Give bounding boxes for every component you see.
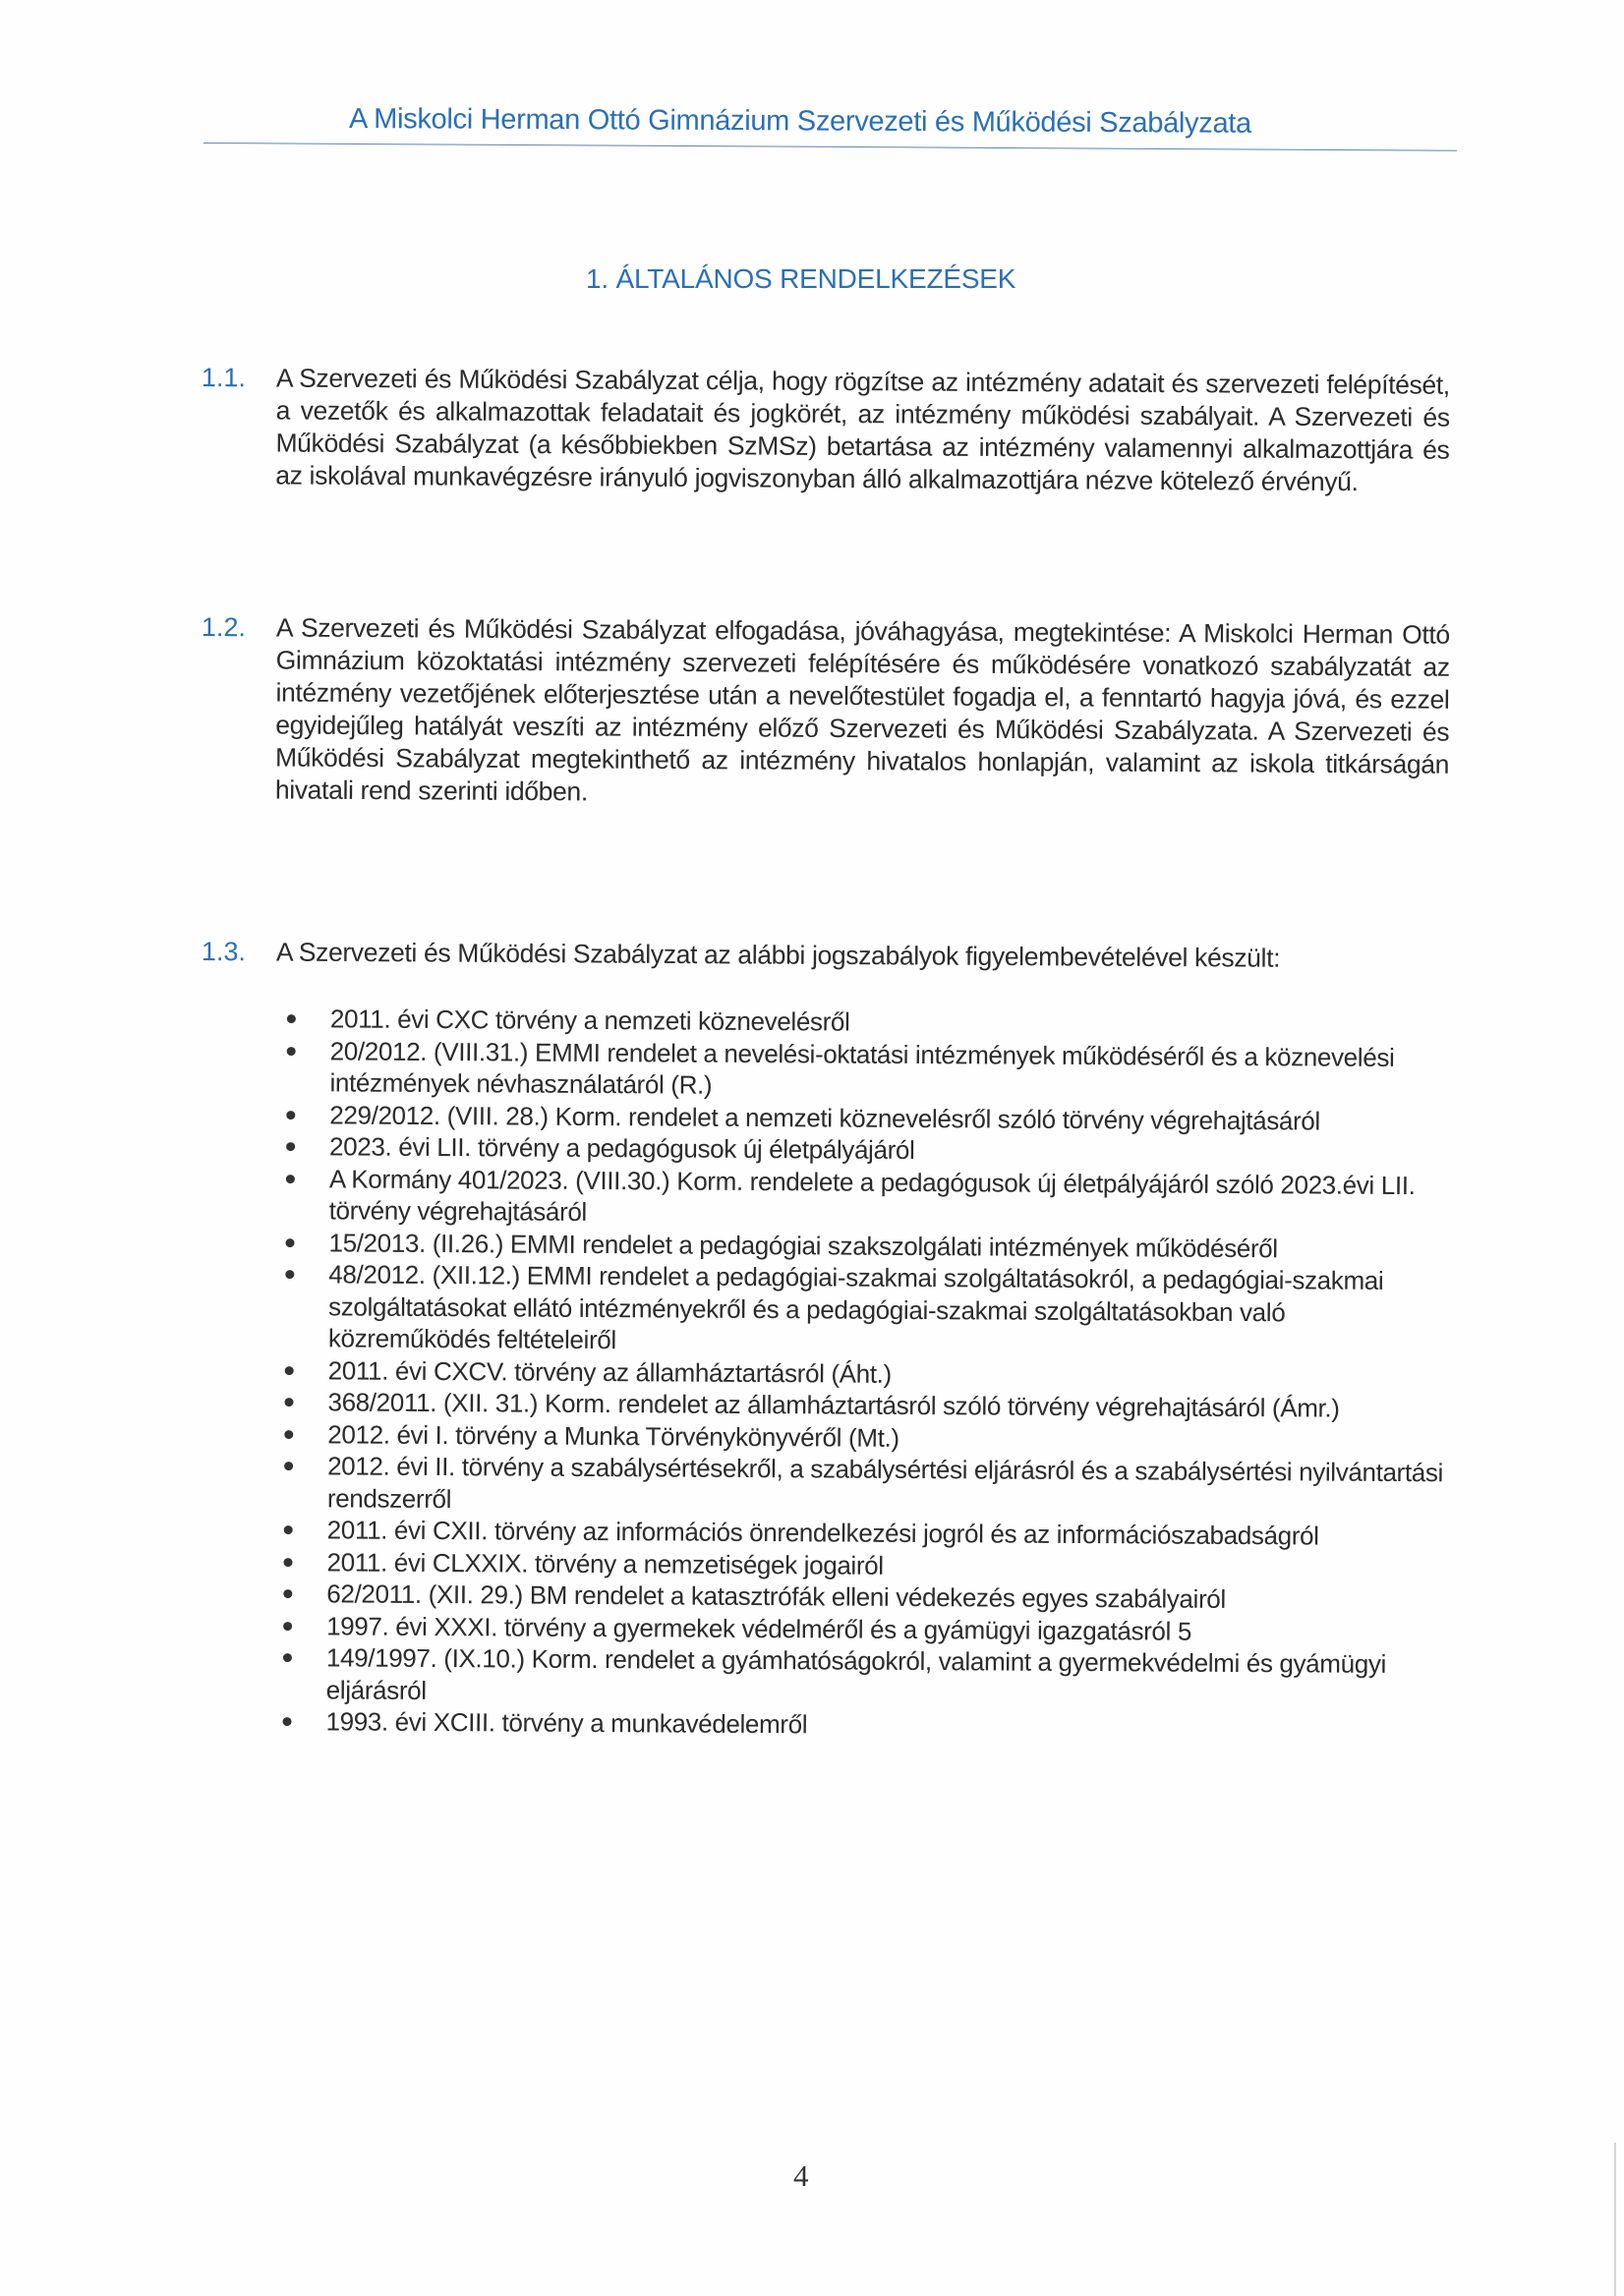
list-item (273, 1258, 1454, 1361)
paragraph-1-3 (202, 936, 1450, 976)
list-item-text: 62/2011. (XII. 29.) BM rendelet a katasztrófák elleni védekezés egyes szabályairól (326, 1578, 1226, 1614)
list-item (270, 1705, 1450, 1745)
bullet-icon (283, 1622, 292, 1631)
bullet-icon (284, 1462, 293, 1470)
bullet-icon (286, 1111, 295, 1119)
paragraph-text: A Szervezeti és Működési Szabályzat az alábbi jogszabályok figyelembevételével készült: (275, 937, 1281, 973)
bullet-icon (286, 1142, 295, 1151)
running-header-title: A Miskolci Herman Ottó Gimnázium Szervezeti és Működési Szabályzata (348, 103, 1251, 140)
paragraph-text: A Szervezeti és Működési Szabályzat elfogadása, jóváhagyása, megtekintése: A Miskolci Herman Ottó Gimnázium közoktatási intézmény szervezeti felépítésére és működésére vonatkozó szabályzatát az intézmény vezetőjének előterjesztése után a nevelőtestület fogadja el, a fenntartó hagyja jóvá, és ezzel egyidejűleg hatályát veszíti az intézmény előző Szervezeti és Működési Szabályzata. A Szervezeti és Működési Szabályzat megtekinthető az intézmény hivatalos honlapján, valamint az iskola titkárságán hivatali rend szerinti időben. (274, 612, 1450, 807)
list-item-text: 20/2012. (VIII.31.) EMMI rendelet a nevelési-oktatási intézmények működéséről és a köznevelési intézmények névhasználatáról (R.) (329, 1035, 1395, 1100)
bullet-icon (283, 1589, 292, 1598)
paragraph-number: 1.2. (201, 612, 247, 643)
list-item-text: 15/2013. (II.26.) EMMI rendelet a pedagógiai szakszolgálati intézmények működéséről (328, 1227, 1278, 1263)
list-item-text: 2011. évi CXCV. törvény az államháztartásról (Áht.) (327, 1354, 893, 1389)
paragraph-1-1 (201, 362, 1450, 499)
bullet-icon (287, 1014, 296, 1023)
bullet-icon (285, 1366, 294, 1375)
bullet-icon (283, 1653, 292, 1662)
bullet-icon (285, 1238, 294, 1247)
bullet-icon (283, 1558, 292, 1567)
list-item (274, 1162, 1454, 1233)
bullet-icon (283, 1717, 292, 1726)
header-divider (203, 143, 1457, 151)
list-item-text: 1997. évi XXXI. törvény a gyermekek védelméről és a gyámügyi igazgatásról 5 (326, 1610, 1192, 1646)
list-item-text: 229/2012. (VIII. 28.) Korm. rendelet a nemzeti köznevelésről szóló törvény végrehajtásáról (329, 1099, 1320, 1135)
scan-edge-mark (1614, 2143, 1616, 2296)
list-item-text: 2012. évi II. törvény a szabálysértésekről, a szabálysértési eljárásról és a szabálysértési nyilvántartási rendszerről (326, 1451, 1444, 1514)
bullet-icon (286, 1175, 295, 1183)
list-item-text: 2011. évi CXC törvény a nemzeti köznevelésről (329, 1004, 850, 1037)
legislation-list (270, 1003, 1455, 1745)
bullet-icon (287, 1047, 296, 1056)
paragraph-text: A Szervezeti és Működési Szabályzat célja, hogy rögzítse az intézmény adatait és szervezeti felépítését, a vezetők és alkalmazottak feladatait és jogkörét, az intézmény működési szabályait. A Szervezeti és Működési Szabályzat (a későbbiekben SzMSz) betartása az intézmény valamennyi alkalmazottjára és az iskolával munkavégzésre irányuló jogviszonyban álló alkalmazottjára nézve kötelező érvényű. (275, 363, 1450, 497)
list-item-text: 2011. évi CXII. törvény az információs önrendelkezési jogról és az információszabadságról (326, 1515, 1319, 1551)
page-number: 4 (793, 2158, 809, 2193)
list-item-text: 1993. évi XCIII. törvény a munkavédelemről (325, 1706, 808, 1740)
bullet-icon (285, 1270, 294, 1279)
list-item-text: 149/1997. (IX.10.) Korm. rendelet a gyámhatóságokról, valamint a gyermekvédelmi és gyámügyi eljárásról (325, 1642, 1387, 1705)
list-item-text: 48/2012. (XII.12.) EMMI rendelet a pedagógiai-szakmai szolgáltatásokról, a pedagógiai-szakmai szolgáltatásokat ellátó intézményekről és a pedagógiai-szakmai szolgáltatásokban való közreműködés feltételeiről (327, 1259, 1384, 1355)
section-heading: 1. ÁLTALÁNOS RENDELKEZÉSEK (586, 263, 1016, 294)
list-item (274, 1034, 1454, 1105)
bullet-icon (284, 1398, 293, 1406)
list-item-text: 2023. évi LII. törvény a pedagógusok új életpályájáról (329, 1131, 915, 1165)
list-item (271, 1641, 1451, 1712)
paragraph-number: 1.1. (201, 362, 247, 393)
paragraph-number: 1.3. (201, 937, 247, 967)
list-item-text: 2011. évi CLXXIX. törvény a nemzetiségek jogairól (326, 1546, 884, 1580)
list-item (272, 1450, 1452, 1521)
paragraph-1-2 (201, 611, 1450, 814)
list-item-text: 2012. évi I. törvény a Munka Törvénykönyvéről (Mt.) (327, 1418, 899, 1453)
bullet-icon (284, 1525, 293, 1534)
list-item-text: 368/2011. (XII. 31.) Korm. rendelet az államháztartásról szóló törvény végrehajtásáról (Ámr.) (327, 1387, 1340, 1423)
list-item-text: A Kormány 401/2023. (VIII.30.) Korm. rendelete a pedagógusok új életpályájáról szóló 2023.évi LII. törvény végrehajtásáról (328, 1163, 1416, 1227)
bullet-icon (284, 1430, 293, 1439)
